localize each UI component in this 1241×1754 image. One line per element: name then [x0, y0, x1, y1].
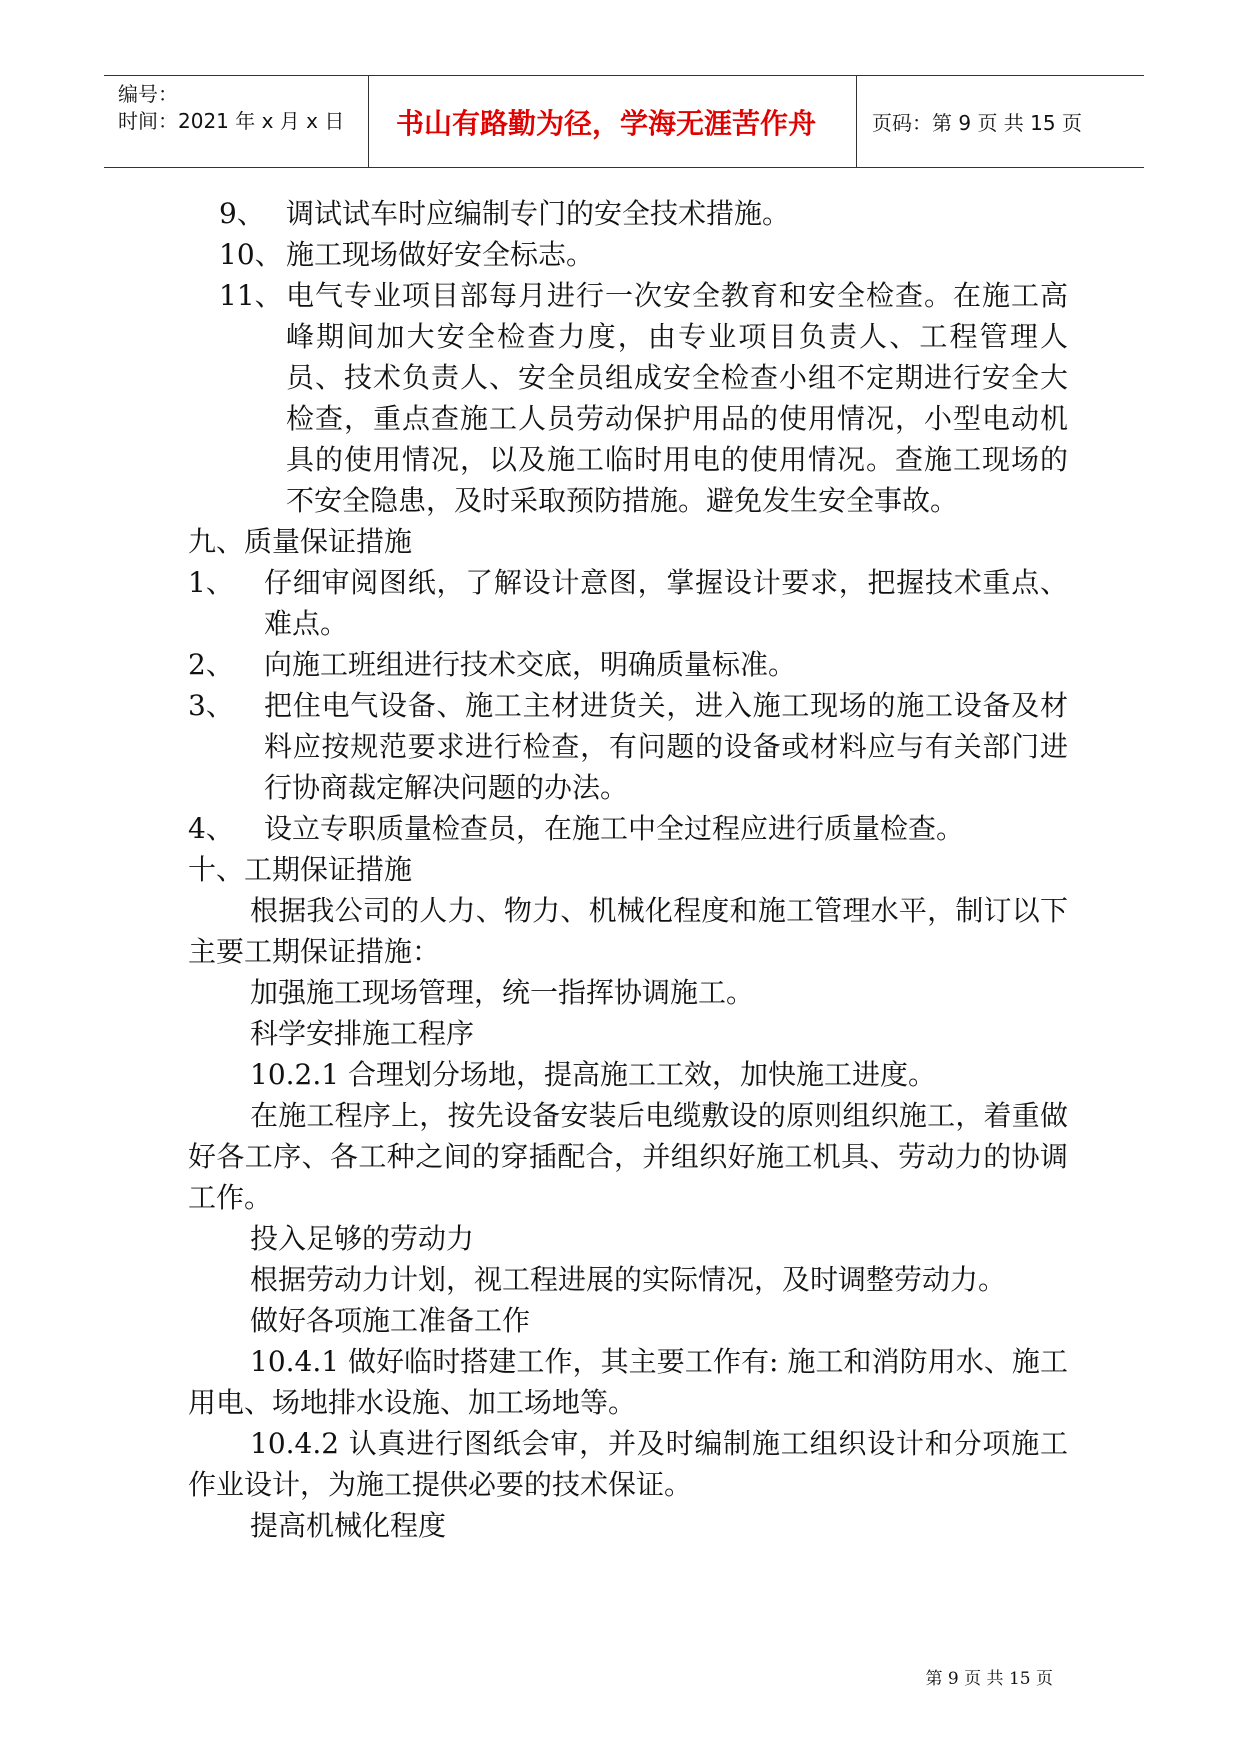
paragraph: 根据劳动力计划，视工程进展的实际情况，及时调整劳动力。	[250, 1263, 1007, 1296]
list-item-text: 施工现场做好安全标志。	[286, 238, 595, 271]
list-item	[219, 193, 1068, 234]
list-item	[188, 562, 1068, 644]
list-item	[219, 234, 1068, 275]
list-item-text: 电气专业项目部每月进行一次安全教育和安全检查。在施工高峰期间加大安全检查力度，由专业项目负责人、工程管理人员、技术负责人、安全员组成安全检查小组不定期进行安全大检查，重点查施工人员劳动保护用品的使用情况，小型电动机具的使用情况，以及施工临时用电的使用情况。查施工现场的不安全隐患，及时采取预防措施。避免发生安全事故。	[286, 279, 1068, 517]
sub-heading: 提高机械化程度	[250, 1509, 447, 1542]
paragraph: 10.4.2 认真进行图纸会审，并及时编制施工组织设计和分项施工作业设计，为施工提供必要的技术保证。	[188, 1427, 1068, 1501]
list-item-number: 4、	[188, 812, 234, 845]
document-body	[188, 193, 1068, 1546]
list-item-text: 设立专职质量检查员，在施工中全过程应进行质量检查。	[264, 812, 965, 845]
paragraph: 10.2.1 合理划分场地，提高施工工效，加快施工进度。	[250, 1058, 936, 1091]
list-item-text: 向施工班组进行技术交底，明确质量标准。	[264, 648, 797, 681]
page-footer: 第 9 页 共 15 页	[925, 1669, 1053, 1689]
list-item	[219, 275, 1068, 521]
section-heading: 十、工期保证措施	[188, 853, 413, 886]
list-item	[188, 685, 1068, 808]
section-heading: 九、质量保证措施	[188, 525, 413, 558]
sub-heading: 科学安排施工程序	[250, 1017, 475, 1050]
paragraph: 加强施工现场管理，统一指挥协调施工。	[250, 976, 755, 1009]
sub-heading: 投入足够的劳动力	[250, 1222, 475, 1255]
list-item-number: 10、	[219, 238, 283, 271]
list-item-number: 3、	[188, 689, 234, 722]
paragraph: 在施工程序上，按先设备安装后电缆敷设的原则组织施工，着重做好各工序、各工种之间的穿插配合，并组织好施工机具、劳动力的协调工作。	[188, 1099, 1068, 1214]
list-item-text: 把住电气设备、施工主材进货关，进入施工现场的施工设备及材料应按规范要求进行检查，有问题的设备或材料应与有关部门进行协商裁定解决问题的办法。	[264, 689, 1068, 804]
list-item-number: 9、	[219, 197, 265, 230]
list-item-number: 1、	[188, 566, 234, 599]
document-time: 时间：2021 年 x 月 x 日	[118, 109, 345, 133]
list-item-number: 11、	[219, 279, 283, 312]
sub-heading: 做好各项施工准备工作	[250, 1304, 531, 1337]
header-divider-right	[856, 75, 857, 168]
list-item-text: 调试试车时应编制专门的安全技术措施。	[286, 197, 791, 230]
page-header	[104, 75, 1144, 168]
list-item	[188, 808, 1068, 849]
document-number-label: 编号：	[118, 82, 178, 106]
list-item-number: 2、	[188, 648, 234, 681]
paragraph: 根据我公司的人力、物力、机械化程度和施工管理水平，制订以下主要工期保证措施：	[188, 894, 1068, 968]
paragraph: 10.4.1 做好临时搭建工作，其主要工作有: 施工和消防用水、施工用电、场地排水设施、加工场地等。	[188, 1345, 1068, 1419]
list-item-text: 仔细审阅图纸，了解设计意图，掌握设计要求，把握技术重点、难点。	[264, 566, 1068, 640]
list-item	[188, 644, 1068, 685]
header-meta	[118, 81, 344, 135]
header-page-code: 页码：第 9 页 共 15 页	[872, 111, 1082, 135]
header-motto: 书山有路勤为径，学海无涯苦作舟	[395, 106, 816, 140]
